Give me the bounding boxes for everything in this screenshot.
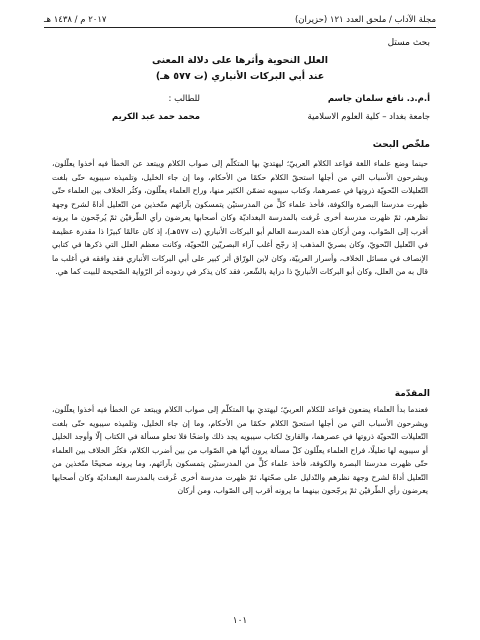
abstract-heading: ملخّص البحث: [372, 140, 430, 150]
issue-date: ٢٠١٧ م / ١٤٣٨ هـ: [44, 15, 107, 25]
introduction-heading: المقدّمة: [394, 389, 430, 399]
journal-info: مجلة الآداب / ملحق العدد ١٢١ (حزيران): [294, 15, 436, 25]
author-row-names: [50, 93, 430, 105]
header-divider: [44, 27, 436, 28]
supervisor-name: أ.م.د. نافع سلمان جاسم: [327, 94, 430, 104]
section-label: بحث مستل: [387, 38, 430, 48]
author-row-affiliation: [50, 111, 430, 123]
student-name: محمد حمد عبد الكريم: [112, 112, 200, 122]
page-number: ١٠١: [232, 616, 248, 626]
title-line-2: عند أبي البركات الأنباري (ت ٥٧٧ هـ): [155, 71, 325, 82]
paper-title: [0, 53, 480, 85]
student-label: للطالب :: [168, 94, 200, 104]
introduction-text: فعندما بدأ العلماء يضعون قواعد للكلام العربيّ؛ ليهتديَ بها المتكلّم إلى صواب الكلام ويبتعد عن الخطأ فيه أخذوا يعلّلون، ويشرحون الأسباب التي من أجلها استحقّ الكلام حكمًا من الأحكام، وما إن جاء الخليل، وتلميذه سيبويه حتّى بلغت التّعليلات النّحويّة ذروتها في عصرهما، والقارئ لكتاب سيبويه يجد ذلك واضحًا فلا تخلو مسألة في الكتاب إلّا وأوجد الخليل أو سيبويه لها تعليلًا، فراح العلماء يعلّلون كلّ مسألة يرون أنّها هي الصّواب من بين أضرب الكلام، فكثُر الخلاف بين العلماء حتّى ظهرت مدرستا البصرة والكوفة، فأخذ علماء كلٍّ من المدرستيْن يتمسكون بآرائهم، وما يرونه صحيحًا متّخذين من التّعليل أداةً لشرح وجهة نظرهم والتّدليل على صحّتها، ثمّ ظهرت مدرسة أخرى عُرفت بالمدرسة البغداديّة وكان أصحابها يعرضون رأي الطّرفيْن ثمّ يرجّحون بينهما ما يرونه أقرب إلى الصّواب، ومن أركان: [52, 405, 428, 495]
running-header: [44, 12, 436, 26]
title-line-1: العلل النحوية وأثرها على دلالة المعنى: [151, 55, 328, 66]
university-name: جامعة بغداد – كلية العلوم الاسلامية: [307, 112, 430, 122]
abstract-text: حينما وضع علماء اللغة قواعد الكلام العربيّ؛ ليهتديَ بها المتكلّم إلى صواب الكلام ويبتعد عن الخطأ فيه أخذوا يعلّلون، ويشرحون الأسباب التي من أجلها استحقّ الكلام حكمًا من الأحكام، وما إن جاء الخليل، وتلميذه سيبويه حتّى بلغت التّعليلات النّحويّة ذروتها في عصرهما، وكتاب سيبويه تضمّن الكثير منها، وراح العلماء يعلّلون، وكثُر الخلاف بين العلماء حتّى ظهرت مدرستا البصرة والكوفة، فأخذ علماء كلٍّ من المدرستيْن يتمسكون بآرائهم متّخذين من التّعليل أداةً لشرح وجهة نظرهم، ثمّ ظهرت مدرسة أخرى عُرفت بالمدرسة البغداديّة وكان أصحابها يعرضون رأي الطّرفيْن ثمّ يُرجّحون ما يرونه أقرب إلى الصّواب، ومن أركان هذه المدرسة العالم أبو البركات الأنباري (ت ٥٧٧هـ)، إذ كان عالمًا كبيرًا ذا مقدرة عظيمة في التّعليل النّحويّ، وكان بصريّ المذهب إذ رجّح أغلب آراء البصريّين النّحويّة، وكانت معظم العلل التي ذكرها في كتابي الإنصاف في مسائل الخلاف، وأسرار العربيّة، وكان لابن الورّاق أثر كبير على أبي البركات الأنباري فقد وافقه في أغلب ما قال به من العلل، وكان أبو البركات الأنباريّ ذا دراية بالشّعر، فقد كان يذكر في ردوده أثر الرّواية الصّحيحة للبيت كما هي.: [52, 159, 428, 276]
